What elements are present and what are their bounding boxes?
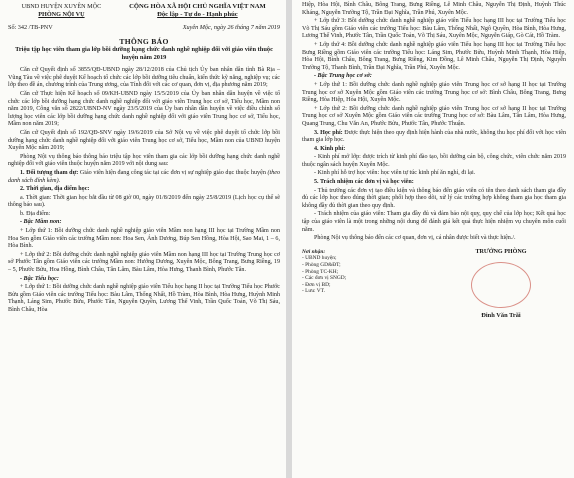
intro-paragraph: Phòng Nội vụ thông báo thông báo triệu tập học viên tham gia các lớp bồi dưỡng hạng chức danh nghề nghiệp đối với giáo viên thuộc huyện năm 2019 với nội dung sau: bbox=[8, 153, 280, 168]
basis-paragraph-1: Căn cứ Quyết định số 3855/QĐ-UBND ngày 28/12/2018 của Chủ tịch Ủy ban nhân dân tỉnh Bà Rịa – Vũng Tàu về việc phê duyệt Kế hoạch tổ chức các lớp bồi dưỡng tiêu chuẩn, kiến thức kỹ năng, nghiệp vụ; các lớp theo đề án, chương trình của Trung ương, của Tỉnh đối với các cơ quan, đơn vị, địa phương năm 2019; bbox=[8, 67, 280, 89]
secondary-class-2: + Lớp thứ 2: Bồi dưỡng chức danh nghề nghiệp giáo viên Trung học cơ sở hạng II học tại Trường Trung học cơ sở Xuyên Mộc gồm Giáo viên các trường Trung học cơ sở: Bàu Lâm, Tân Lâm, Hòa Hưng, Quang Trung, Chu Văn An, Phước Bửu, Phước Tân, Phước Thuận. bbox=[302, 105, 566, 127]
section-1-title: 1. Đối tượng tham dự: bbox=[20, 169, 79, 176]
section-1-text: Giáo viên hiện đang công tác tại các đơn vị sự nghiệp giáo dục thuộc huyện bbox=[78, 169, 268, 176]
section-1-note: (theo danh sách đính kèm). bbox=[8, 169, 280, 184]
section-3 bbox=[302, 130, 566, 145]
signer-name: Đinh Văn Trãi bbox=[481, 312, 521, 320]
section-5-title: 5. Trách nhiệm các đơn vị và học viên: bbox=[314, 179, 414, 186]
primary-class-3: + Lớp thứ 3: Bồi dưỡng chức danh nghề nghiệp giáo viên Tiểu học hạng III học tại Trường Tiểu học Võ Thị Sáu gồm Giáo viên các trường Tiểu học: Bàu Lâm, Thống Nhất, Ngô Quyền, Hòa Bình, Hòa Hưng, Lương Thế Vinh, Phước Tân, Trần Quốc Toản, Võ Thị Sáu, Xuyên Mộc, Nguyễn Giáp, Gò Cát, Hồ Tràm. bbox=[302, 18, 566, 40]
recipient-item: - UBND huyện; bbox=[302, 255, 337, 262]
signer-title: TRƯỞNG PHÒNG bbox=[475, 248, 527, 255]
primary-heading: - Bậc Tiểu học: bbox=[20, 275, 59, 282]
recipient-item: - Phòng TC-KH; bbox=[302, 268, 339, 275]
primary-class-1: + Lớp thứ 1: Bồi dưỡng chức danh nghề nghiệp giáo viên Tiểu học hạng II học tại Trường Tiểu học Phước Bửu gồm Giáo viên các trường Tiểu học: Bàu Lâm, Thống Nhất, Hồ Tràm, Hòa Bình, Hòa Hưng, Huỳnh Minh Thạnh, Láng Sim, Phước Bửu, Phước Tân, Nguyễn Quyền, Lương Thế Vinh, Trần Quốc Toản, Võ Thị Sáu, Bình Châu, Hòa bbox=[8, 284, 280, 313]
recipient-item: - Các đơn vị SNGD; bbox=[302, 275, 347, 282]
kindergarten-class-2: + Lớp thứ 2: Bồi dưỡng chức danh nghề nghiệp giáo viên Mầm non hạng III học tại Trường Trung học cơ sở Phước Tân gồm Giáo viên các trường Mầm non: Hướng Dương, Xuyên Mộc, Bông Trang, Bưng Riềng, 19 – 5, Phước Bửu, Hoa Hồng, Bình Châu, Tân Lâm, Bàu Lâm, Hòa Hưng, Thanh Bình, Phước Tân. bbox=[8, 251, 280, 274]
national-motto: Độc lập - Tự do - Hạnh phúc bbox=[157, 11, 238, 18]
section-3-title: 3. Học phí: bbox=[314, 129, 343, 136]
page-right bbox=[292, 0, 574, 478]
primary-class-4: + Lớp thứ 4: Bồi dưỡng chức danh nghề nghiệp giáo viên Tiểu học hạng III học tại Trường Tiểu học Bưng Riềng gồm Giáo viên các trường Tiểu học: Láng Sim, Phước Bửu, Huỳnh Minh Thạnh, Hòa Hiệp, Hòa Hội, Bình Châu, Bông Trang, Bưng Riềng, Kim Đồng, Lê Minh Châu, Nguyễn Thị Định, Nguyễn Trường Tộ, Thanh Bình, Trần Đại Nghĩa, Trần Phú, Xuyên Mộc. bbox=[302, 41, 566, 71]
section-1 bbox=[8, 170, 280, 185]
doc-date: Xuyên Mộc, ngày 26 tháng 7 năm 2019 bbox=[182, 24, 280, 31]
basis-paragraph-3: Căn cứ Quyết định số 192/QĐ-SNV ngày 19/6/2019 của Sở Nội vụ về việc phê duyệt tổ chức lớp bồi dưỡng hạng chức danh nghề nghiệp đối với giáo viên Trung học cơ sở, Tiểu học, Mầm non của UBND huyện Xuyên Mộc năm 2019; bbox=[8, 129, 280, 152]
closing-paragraph: Phòng Nội vụ thông báo đến các cơ quan, đơn vị, cá nhân được biết và thực hiện./. bbox=[314, 235, 516, 242]
section-5a: - Thủ trưởng các đơn vị tạo điều kiện và thông báo đến giáo viên có tên theo danh sách tham gia đầy đủ các lớp học theo đúng thời gian; phối hợp theo dõi, xử lý các trường hợp không tham gia học tham gia không đầy đủ thời gian theo quy định. bbox=[302, 187, 566, 209]
issuer-line2: PHÒNG NỘI VỤ bbox=[38, 11, 85, 18]
section-5b: - Trách nhiệm của giáo viên: Tham gia đầy đủ và đảm bảo nội quy, quy chế của lớp học; Kết quả học tập của giáo viên là một trong những nội dung để đánh giá kết quả thực hiện nhiệm vụ chuyên môn cuối năm. bbox=[302, 211, 566, 233]
section-2a: a. Thời gian: Thời gian học bắt đầu từ 08 giờ 00, ngày 01/8/2019 đến ngày 25/8/2019 (Lịch học cụ thể sẽ thông báo sau). bbox=[8, 194, 280, 209]
signer-block bbox=[436, 249, 566, 320]
doc-title: THÔNG BÁO bbox=[119, 36, 169, 46]
signature-block bbox=[302, 249, 566, 320]
doc-number: Số: 342 /TB-PNV bbox=[8, 24, 53, 31]
page-left bbox=[0, 0, 286, 478]
official-stamp-icon bbox=[471, 262, 531, 308]
issuer-line1: UBND HUYỆN XUYÊN MỘC bbox=[21, 3, 102, 10]
section-2-title: 2. Thời gian, địa điểm học: bbox=[20, 186, 90, 193]
recipient-item: - Đơn vị BD; bbox=[302, 281, 331, 288]
secondary-heading: - Bậc Trung học cơ sở: bbox=[314, 73, 372, 80]
primary-class-continued: Hiệp, Hòa Hội, Bình Châu, Bông Trang, Bưng Riềng, Lê Minh Châu, Nguyễn Thị Định, Huỳnh Thúc Kháng, Nguyễn Trường Tộ, Trần Đại Nghĩa, Trần Phú, Xuyên Mộc. bbox=[302, 2, 566, 16]
doc-subtitle: Triệu tập học viên tham gia lớp bồi dưỡng hạng chức danh nghề nghiệp đối với giáo viên thuộc huyện năm 2019 bbox=[15, 46, 273, 62]
section-4b: - Kinh phí hỗ trợ học viên: học viên tự túc kinh phí ăn nghỉ, đi lại. bbox=[314, 170, 476, 177]
recipients-heading: Nơi nhận: bbox=[302, 248, 326, 255]
basis-paragraph-2: Căn cứ Thực hiện Kế hoạch số 09/KH-UBND ngày 15/5/2019 của Ủy ban nhân dân huyện về việc tổ chức các lớp bồi dưỡng hạng chức danh nghề nghiệp đối với giáo viên Trung học cơ sở, Tiểu học, Mầm non năm 2019, Công văn số 2822/UBND-NV ngày 23/5/2019 của Ủy ban nhân dân huyện về việc điều chỉnh số lượng học viên các lớp bồi dưỡng hạng chức danh nghề nghiệp đối với giáo viên Trung học cơ sở, Tiểu học, Mầm non năm 2019; bbox=[8, 90, 280, 128]
national-title: CỘNG HÒA XÃ HỘI CHỦ NGHĨA VIỆT NAM bbox=[129, 3, 266, 10]
recipients-list bbox=[302, 249, 394, 320]
section-4-title: 4. Kinh phí: bbox=[314, 145, 346, 152]
section-2b: b. Địa điểm: bbox=[20, 210, 51, 217]
section-4a: - Kinh phí mở lớp: được trích từ kinh phí đào tạo, bồi dưỡng cán bộ, công chức, viên chức năm 2019 thuộc ngân sách huyện Xuyên Mộc. bbox=[302, 154, 566, 168]
document-header bbox=[8, 3, 280, 19]
recipient-item: - Lưu: VT. bbox=[302, 288, 325, 295]
kindergarten-heading: - Bậc Mầm non: bbox=[20, 219, 62, 226]
recipient-item: - Phòng GD&ĐT; bbox=[302, 262, 341, 268]
secondary-class-1: + Lớp thứ 1: Bồi dưỡng chức danh nghề nghiệp giáo viên Trung học cơ sở hạng II học tại Trường Trung học cơ sở Xuyên Mộc gồm Giáo viên các trường Trung học cơ sở: Bình Châu, Bông Trang, Bưng Riềng, Hòa Hiệp, Hòa Hội, Xuyên Mộc. bbox=[302, 81, 566, 104]
kindergarten-class-1: + Lớp thứ 1: Bồi dưỡng chức danh nghề nghiệp giáo viên Mầm non hạng III học tại Trường Mầm non Hoa Sen gồm Giáo viên các trường Mầm non: Hoa Sen, Ánh Dương, Búp Sen Hồng, Hòa Hội, Sao Mai, 1 – 6, Hòa Bình. bbox=[8, 228, 280, 250]
section-3-text: Được thực hiện theo quy định hiện hành của nhà nước, không thu học phí đối với học viên tham gia lớp học. bbox=[302, 129, 567, 144]
